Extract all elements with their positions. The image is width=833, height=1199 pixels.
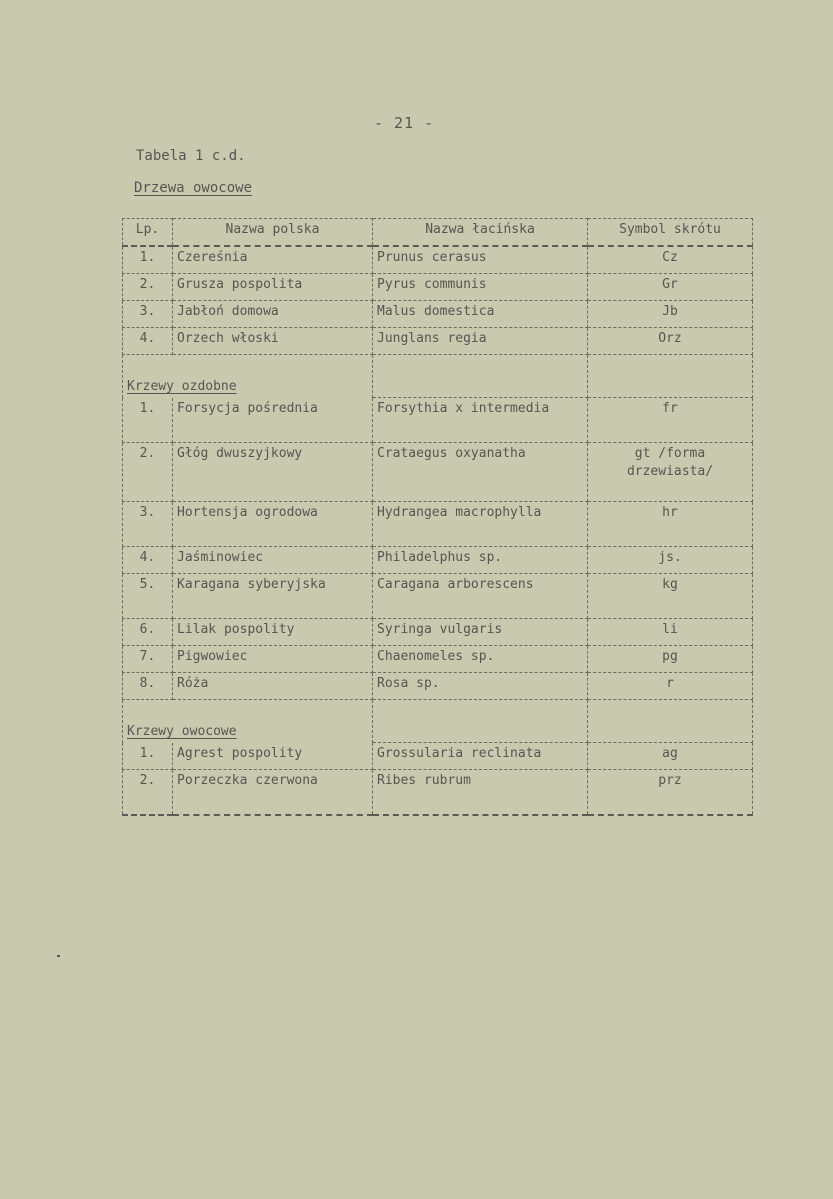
cell-lp: 2. bbox=[123, 274, 173, 301]
cell-polish-name: Orzech włoski bbox=[173, 328, 373, 355]
cell-latin-name: Caragana arborescens bbox=[373, 574, 588, 619]
cell-lp: 1. bbox=[123, 246, 173, 274]
cell-symbol: prz bbox=[588, 770, 753, 816]
cell-symbol: Cz bbox=[588, 246, 753, 274]
cell-lp: 2. bbox=[123, 443, 173, 502]
table-row bbox=[123, 301, 753, 328]
cell-latin-name: Hydrangea macrophylla bbox=[373, 502, 588, 547]
cell-symbol: kg bbox=[588, 574, 753, 619]
header-latin-name: Nazwa łacińska bbox=[373, 219, 588, 247]
cell-latin-name: Rosa sp. bbox=[373, 673, 588, 700]
section-3-title: Krzewy owocowe bbox=[127, 723, 237, 739]
cell-symbol: gt /forma drzewiasta/ bbox=[588, 443, 753, 502]
table-row bbox=[123, 547, 753, 574]
cell-lp: 6. bbox=[123, 619, 173, 646]
margin-mark bbox=[57, 955, 60, 957]
cell-symbol: r bbox=[588, 673, 753, 700]
cell-polish-name: Głóg dwuszyjkowy bbox=[173, 443, 373, 502]
section-2-title: Krzewy ozdobne bbox=[127, 378, 237, 394]
table-row bbox=[123, 328, 753, 355]
empty-cell bbox=[373, 700, 588, 743]
table-row bbox=[123, 646, 753, 673]
header-lp: Lp. bbox=[123, 219, 173, 247]
cell-polish-name: Jabłoń domowa bbox=[173, 301, 373, 328]
cell-latin-name: Philadelphus sp. bbox=[373, 547, 588, 574]
cell-symbol: li bbox=[588, 619, 753, 646]
cell-latin-name: Ribes rubrum bbox=[373, 770, 588, 816]
cell-symbol: js. bbox=[588, 547, 753, 574]
table-row bbox=[123, 619, 753, 646]
empty-cell bbox=[588, 355, 753, 398]
cell-lp: 3. bbox=[123, 502, 173, 547]
cell-polish-name: Forsycja pośrednia bbox=[173, 398, 373, 443]
section-title: Drzewa owocowe bbox=[134, 180, 253, 196]
empty-cell bbox=[588, 700, 753, 743]
cell-symbol: Gr bbox=[588, 274, 753, 301]
page-number: - 21 - bbox=[374, 114, 435, 132]
plants-table bbox=[122, 218, 753, 816]
cell-latin-name: Syringa vulgaris bbox=[373, 619, 588, 646]
cell-polish-name: Czereśnia bbox=[173, 246, 373, 274]
table-row bbox=[123, 274, 753, 301]
cell-lp: 4. bbox=[123, 328, 173, 355]
cell-latin-name: Malus domestica bbox=[373, 301, 588, 328]
cell-lp: 2. bbox=[123, 770, 173, 816]
cell-lp: 5. bbox=[123, 574, 173, 619]
table-row bbox=[123, 574, 753, 619]
cell-polish-name: Porzeczka czerwona bbox=[173, 770, 373, 816]
cell-lp: 1. bbox=[123, 398, 173, 443]
cell-polish-name: Agrest pospolity bbox=[173, 743, 373, 770]
table-row bbox=[123, 398, 753, 443]
section-heading bbox=[123, 700, 373, 743]
header-symbol: Symbol skrótu bbox=[588, 219, 753, 247]
cell-latin-name: Junglans regia bbox=[373, 328, 588, 355]
cell-polish-name: Lilak pospolity bbox=[173, 619, 373, 646]
empty-cell bbox=[373, 355, 588, 398]
cell-latin-name: Prunus cerasus bbox=[373, 246, 588, 274]
cell-latin-name: Pyrus communis bbox=[373, 274, 588, 301]
cell-polish-name: Hortensja ogrodowa bbox=[173, 502, 373, 547]
cell-symbol: hr bbox=[588, 502, 753, 547]
table-row bbox=[123, 743, 753, 770]
cell-symbol: pg bbox=[588, 646, 753, 673]
cell-lp: 4. bbox=[123, 547, 173, 574]
table-row bbox=[123, 770, 753, 816]
cell-polish-name: Karagana syberyjska bbox=[173, 574, 373, 619]
cell-polish-name: Jaśminowiec bbox=[173, 547, 373, 574]
cell-lp: 1. bbox=[123, 743, 173, 770]
section-row bbox=[123, 700, 753, 743]
cell-latin-name: Forsythia x intermedia bbox=[373, 398, 588, 443]
header-polish-name: Nazwa polska bbox=[173, 219, 373, 247]
table-row bbox=[123, 443, 753, 502]
table-header-row bbox=[123, 219, 753, 247]
cell-polish-name: Grusza pospolita bbox=[173, 274, 373, 301]
table-row bbox=[123, 246, 753, 274]
cell-symbol: Orz bbox=[588, 328, 753, 355]
table-row bbox=[123, 502, 753, 547]
section-heading bbox=[123, 355, 373, 398]
cell-latin-name: Chaenomeles sp. bbox=[373, 646, 588, 673]
cell-lp: 8. bbox=[123, 673, 173, 700]
cell-lp: 7. bbox=[123, 646, 173, 673]
cell-symbol: fr bbox=[588, 398, 753, 443]
cell-polish-name: Róża bbox=[173, 673, 373, 700]
cell-lp: 3. bbox=[123, 301, 173, 328]
table-caption: Tabela 1 c.d. bbox=[136, 148, 246, 164]
section-row bbox=[123, 355, 753, 398]
cell-symbol: Jb bbox=[588, 301, 753, 328]
table-row bbox=[123, 673, 753, 700]
cell-polish-name: Pigwowiec bbox=[173, 646, 373, 673]
cell-latin-name: Grossularia reclinata bbox=[373, 743, 588, 770]
cell-symbol: ag bbox=[588, 743, 753, 770]
cell-latin-name: Crataegus oxyanatha bbox=[373, 443, 588, 502]
